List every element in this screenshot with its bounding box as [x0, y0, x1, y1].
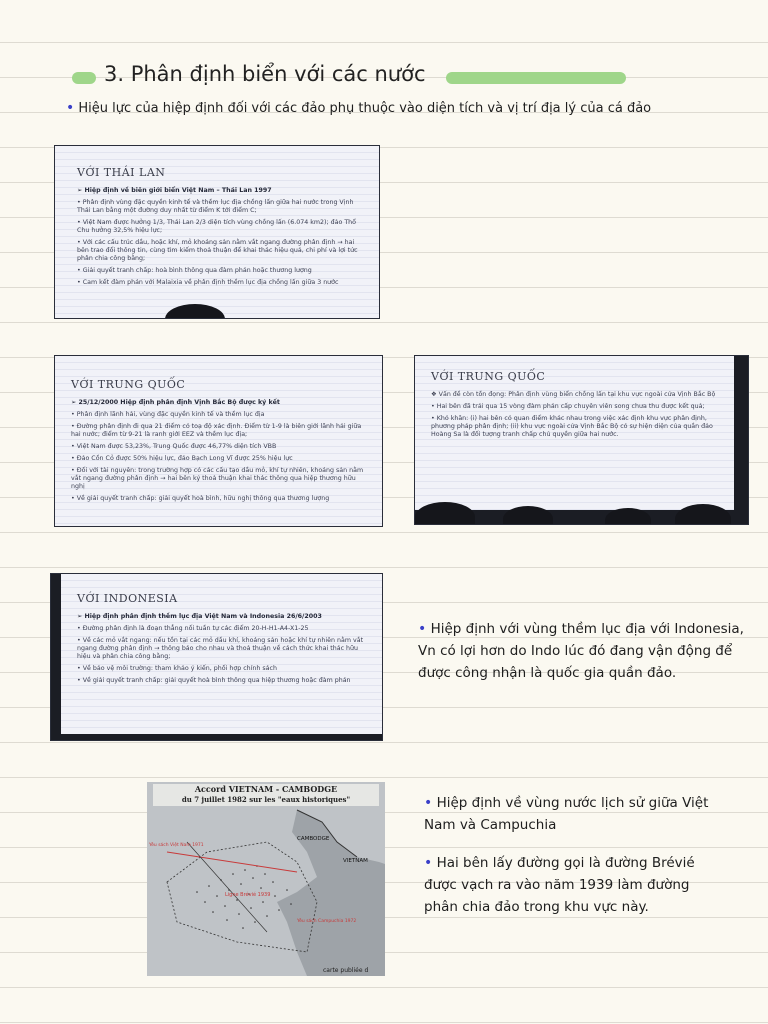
audience-head-shape [415, 502, 475, 524]
slide-item: • Cam kết đàm phán với Malaixia về phân định thềm lục địa chồng lấn giữa 3 nước [77, 279, 339, 286]
bullet-icon: • [424, 855, 433, 871]
map-graphic [147, 782, 385, 976]
slide-item: • Về giải quyết tranh chấp: giải quyết hoà bình thông qua hiệp thương hoặc đàm phán [77, 677, 351, 684]
slide-dark-bottom [51, 734, 382, 740]
map-caption-line1: Accord VIETNAM - CAMBODGE [194, 784, 338, 794]
note-indonesia [418, 618, 748, 684]
map-label-cambodia-1972: Yêu sách Campuchia 1972 [297, 919, 357, 924]
page-title: 3. Phân định biển với các nước [104, 62, 426, 86]
slide-trungquoc-2 [415, 356, 748, 524]
slide-item: • Về các mỏ vắt ngang: nếu tồn tại các mỏ dầu khí, khoáng sản hoặc khí tự nhiên nằm vắt ngang đường phân định → thông báo cho nhau và thoả thuận về cách thức khai thác hữu hiệu và phân chia công bằng; [77, 637, 364, 660]
bullet-icon: • [66, 100, 75, 116]
intro-bullet-text: Hiệu lực của hiệp định đối với các đảo phụ thuộc vào diện tích và vị trí địa lý của cá đảo [78, 101, 652, 116]
slide-item: • Khó khăn: (i) hai bên có quan điểm khác nhau trong việc xác định khu vực phân định, phương pháp phân định; (ii) khu vực ngoài cửa Vịnh Bắc Bộ có sự hiện diện của quần đảo Hoàng Sa là đối tượng tranh chấp chủ quyền giữa hai nước. [431, 415, 713, 438]
slide-item: ❖ Vấn đề còn tồn đọng: Phân định vùng biển chồng lấn tại khu vực ngoài cửa Vịnh Bắc Bộ [431, 391, 716, 398]
slide-item: • Về giải quyết tranh chấp: giải quyết hoà bình, hữu nghị thông qua thương lượng [71, 495, 330, 502]
slide-item: • Việt Nam được 53,23%, Trung Quốc được 46,77% diện tích VBB [71, 443, 277, 450]
slide-item: • Về bảo vệ môi trường: tham khảo ý kiến, phối hợp chính sách [77, 665, 277, 672]
map-label-source: carte publiée d [323, 967, 369, 974]
slide-item: • Việt Nam được hưởng 1/3, Thái Lan 2/3 diện tích vùng chồng lấn (6.074 km2); đảo Thổ Chu hưởng 32,5% hiệu lực; [77, 219, 357, 234]
slide-item: • Đường phân định đi qua 21 điểm có toạ độ xác định. Điểm từ 1-9 là biên giới lãnh hải giữa hai nước; điểm từ 9-21 là ranh giới EEZ và thềm lục địa; [71, 423, 362, 438]
slide-thailan [55, 146, 379, 318]
note-indonesia-text: Hiệp định với vùng thềm lục địa với Indonesia, Vn có lợi hơn do Indo lúc đó đang vận động để được công nhận là quốc gia quần đảo. [418, 621, 744, 681]
heading-pill-left [72, 72, 96, 84]
note-campuchia-2 [424, 852, 724, 918]
audience-head-shape [675, 504, 731, 524]
map-caption-line2: du 7 juillet 1982 sur les "eaux historiques" [181, 795, 351, 804]
note-campuchia-1-text: Hiệp định về vùng nước lịch sử giữa Việt Nam và Campuchia [424, 795, 709, 833]
slide-item: • Phân định vùng đặc quyền kinh tế và thềm lục địa chồng lấn giữa hai nước trong Vịnh Thái Lan bằng một đường duy nhất từ điểm K tới điểm C; [77, 199, 354, 214]
slide-dark-edge [734, 356, 748, 524]
map-label-brevie: Ligne Brévié 1939 [225, 892, 271, 898]
slide-heading: VỚI INDONESIA [77, 592, 178, 605]
slide-item: • Hai bên đã trải qua 15 vòng đàm phán cấp chuyên viên song chưa thu được kết quả; [431, 403, 705, 410]
slide-item: ➢ Hiệp định phân định thềm lục địa Việt Nam và Indonesia 26/6/2003 [77, 613, 322, 620]
slide-item: • Đảo Cồn Cỏ được 50% hiệu lực, đảo Bạch Long Vĩ được 25% hiệu lực [71, 455, 293, 462]
slide-indonesia [51, 574, 382, 740]
slide-item: • Đối với tài nguyên: trong trường hợp có các cấu tạo dầu mỏ, khí tự nhiên, khoáng sản nằm vắt ngang đường phân định → hai bên ký thoả thuận khai thác thông qua hiệp thương hữu nghị [71, 467, 364, 490]
slide-item: • Đường phân định là đoạn thẳng nối tuần tự các điểm 20-H-H1-A4-X1-25 [77, 625, 309, 632]
slide-item: • Phân định lãnh hải, vùng đặc quyền kinh tế và thềm lục địa [71, 411, 265, 418]
note-campuchia-1 [424, 792, 740, 836]
audience-head-shape [503, 506, 553, 524]
slide-heading: VỚI TRUNG QUỐC [71, 378, 186, 391]
map-label-vietnam-1971: Yêu sách Việt Nam 1971 [149, 843, 204, 848]
slide-trungquoc-1 [55, 356, 382, 526]
slide-item: ➢ Hiệp định về biên giới biển Việt Nam – Thái Lan 1997 [77, 187, 272, 194]
slide-heading: VỚI THÁI LAN [77, 166, 166, 179]
heading-pill-right [446, 72, 626, 84]
slide-heading: VỚI TRUNG QUỐC [431, 370, 546, 383]
intro-bullet [66, 100, 651, 116]
audience-head-shape [165, 304, 225, 318]
bullet-icon: • [424, 795, 433, 811]
slide-dark-left [51, 574, 61, 740]
slide-item: • Với các cấu trúc dầu, hoặc khí, mỏ khoáng sản nằm vắt ngang đường phân định → hai bên trao đổi thông tin, cùng tìm kiếm thoả thuận để khai thác hiệu quả, chi phí và lợi tức phân chia công bằng; [77, 239, 358, 262]
bullet-icon: • [418, 621, 427, 637]
note-campuchia-2-text: Hai bên lấy đường gọi là đường Brévié được vạch ra vào năm 1939 làm đường phân chia đảo trong khu vực này. [424, 855, 695, 915]
map-label-vietnam: VIETNAM [343, 858, 368, 864]
map-vietnam-cambodia [147, 782, 385, 976]
slide-item: ➢ 25/12/2000 Hiệp định phân định Vịnh Bắc Bộ được ký kết [71, 399, 280, 406]
map-label-cambodge: CAMBODGE [297, 836, 330, 842]
slide-item: • Giải quyết tranh chấp: hoà bình thông qua đàm phán hoặc thương lượng [77, 267, 312, 274]
